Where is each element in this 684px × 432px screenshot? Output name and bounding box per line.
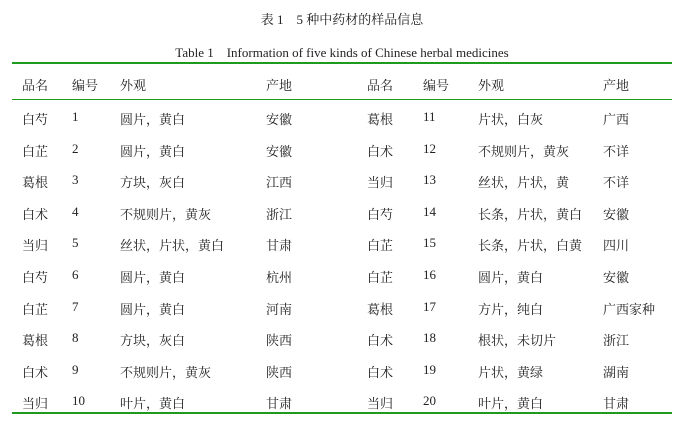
header-rule bbox=[12, 99, 672, 100]
header-appearance: 外观 bbox=[478, 78, 505, 93]
table-row bbox=[0, 172, 684, 192]
cell-appearance: 丝状，片状，黄 bbox=[478, 175, 570, 191]
table-row bbox=[0, 141, 684, 161]
cell-origin: 陕西 bbox=[266, 333, 293, 349]
cell-id: 18 bbox=[423, 330, 436, 346]
cell-name: 白芍 bbox=[22, 270, 49, 285]
table-row bbox=[0, 204, 684, 224]
cell-name: 白芍 bbox=[367, 206, 394, 222]
cell-origin: 安徽 bbox=[266, 112, 293, 127]
cell-appearance: 圆片，黄白 bbox=[120, 270, 186, 285]
cell-id: 14 bbox=[423, 203, 436, 219]
cell-origin: 安徽 bbox=[603, 206, 630, 222]
cell-name: 白芷 bbox=[22, 301, 49, 317]
cell-name: 葛根 bbox=[22, 175, 49, 191]
cell-id: 13 bbox=[423, 172, 436, 188]
cell-name: 当归 bbox=[367, 396, 394, 412]
cell-id: 10 bbox=[72, 393, 85, 409]
header-name: 品名 bbox=[367, 78, 394, 93]
cell-origin: 陕西 bbox=[266, 364, 293, 380]
cell-appearance: 圆片，黄白 bbox=[120, 143, 186, 159]
cell-id: 4 bbox=[72, 203, 79, 219]
table-row bbox=[0, 393, 684, 413]
cell-appearance: 圆片，黄白 bbox=[120, 112, 186, 127]
cell-appearance: 叶片，黄白 bbox=[478, 396, 544, 412]
cell-origin: 湖南 bbox=[603, 364, 630, 380]
cell-appearance: 不规则片，黄灰 bbox=[120, 206, 212, 222]
cell-name: 白芷 bbox=[367, 270, 394, 285]
cell-appearance: 片状，黄绿 bbox=[478, 364, 544, 380]
cell-appearance: 丝状，片状，黄白 bbox=[120, 238, 225, 254]
cell-origin: 甘肃 bbox=[266, 238, 293, 254]
cell-name: 葛根 bbox=[367, 301, 394, 317]
cell-origin: 广西 bbox=[603, 112, 630, 127]
table-title-chinese: 表 1 5 种中药材的样品信息 bbox=[260, 12, 424, 27]
cell-origin: 不详 bbox=[603, 175, 630, 191]
cell-name: 白芷 bbox=[367, 238, 394, 254]
cell-appearance: 圆片，黄白 bbox=[478, 270, 544, 285]
cell-origin: 杭州 bbox=[266, 270, 293, 285]
table-row bbox=[0, 235, 684, 255]
cell-id: 11 bbox=[423, 109, 436, 124]
table-row bbox=[0, 299, 684, 319]
header-row bbox=[0, 75, 684, 95]
cell-id: 19 bbox=[423, 361, 436, 377]
cell-name: 白术 bbox=[22, 206, 49, 222]
cell-appearance: 圆片，黄白 bbox=[120, 301, 186, 317]
cell-appearance: 片状，白灰 bbox=[478, 112, 544, 127]
table-row bbox=[0, 362, 684, 382]
header-id: 编号 bbox=[72, 78, 99, 93]
table-title-english: Table 1 Information of five kinds of Chinese herbal medicines bbox=[175, 45, 509, 60]
cell-id: 6 bbox=[72, 267, 79, 282]
cell-id: 16 bbox=[423, 267, 436, 282]
cell-id: 9 bbox=[72, 361, 79, 377]
top-rule bbox=[12, 62, 672, 64]
cell-id: 7 bbox=[72, 298, 79, 314]
cell-name: 当归 bbox=[22, 396, 49, 412]
cell-origin: 四川 bbox=[603, 238, 630, 254]
table-row bbox=[0, 109, 684, 129]
cell-appearance: 方块，灰白 bbox=[120, 333, 186, 349]
cell-id: 2 bbox=[72, 140, 79, 156]
cell-name: 白术 bbox=[22, 364, 49, 380]
cell-appearance: 方块，灰白 bbox=[120, 175, 186, 191]
cell-appearance: 方片，纯白 bbox=[478, 301, 544, 317]
cell-origin: 甘肃 bbox=[603, 396, 630, 412]
cell-id: 15 bbox=[423, 235, 436, 251]
cell-id: 1 bbox=[72, 109, 79, 124]
cell-id: 5 bbox=[72, 235, 79, 251]
cell-origin: 不详 bbox=[603, 143, 630, 159]
table-row bbox=[0, 330, 684, 350]
cell-id: 17 bbox=[423, 298, 436, 314]
cell-origin: 浙江 bbox=[266, 206, 293, 222]
cell-origin: 浙江 bbox=[603, 333, 630, 349]
cell-name: 白术 bbox=[367, 143, 394, 159]
cell-name: 当归 bbox=[22, 238, 49, 254]
cell-origin: 河南 bbox=[266, 301, 293, 317]
cell-name: 白芷 bbox=[22, 143, 49, 159]
cell-appearance: 长条，片状，白黄 bbox=[478, 238, 583, 254]
cell-appearance: 叶片，黄白 bbox=[120, 396, 186, 412]
bottom-rule bbox=[12, 412, 672, 414]
table-row bbox=[0, 267, 684, 287]
cell-appearance: 不规则片，黄灰 bbox=[120, 364, 212, 380]
header-origin: 产地 bbox=[266, 78, 293, 93]
cell-id: 8 bbox=[72, 330, 79, 346]
cell-origin: 甘肃 bbox=[266, 396, 293, 412]
header-id: 编号 bbox=[423, 78, 450, 93]
cell-name: 白术 bbox=[367, 364, 394, 380]
cell-origin: 广西家种 bbox=[603, 301, 656, 317]
cell-name: 白术 bbox=[367, 333, 394, 349]
cell-name: 葛根 bbox=[367, 112, 394, 127]
cell-appearance: 长条，片状，黄白 bbox=[478, 206, 583, 222]
cell-origin: 江西 bbox=[266, 175, 293, 191]
header-appearance: 外观 bbox=[120, 78, 147, 93]
cell-id: 3 bbox=[72, 172, 79, 188]
cell-name: 白芍 bbox=[22, 112, 49, 127]
header-name: 品名 bbox=[22, 78, 49, 93]
header-origin: 产地 bbox=[603, 78, 630, 93]
cell-id: 20 bbox=[423, 393, 436, 409]
cell-origin: 安徽 bbox=[266, 143, 293, 159]
cell-origin: 安徽 bbox=[603, 270, 630, 285]
cell-id: 12 bbox=[423, 140, 436, 156]
cell-name: 葛根 bbox=[22, 333, 49, 349]
cell-name: 当归 bbox=[367, 175, 394, 191]
cell-appearance: 根状，未切片 bbox=[478, 333, 557, 349]
cell-appearance: 不规则片，黄灰 bbox=[478, 143, 570, 159]
